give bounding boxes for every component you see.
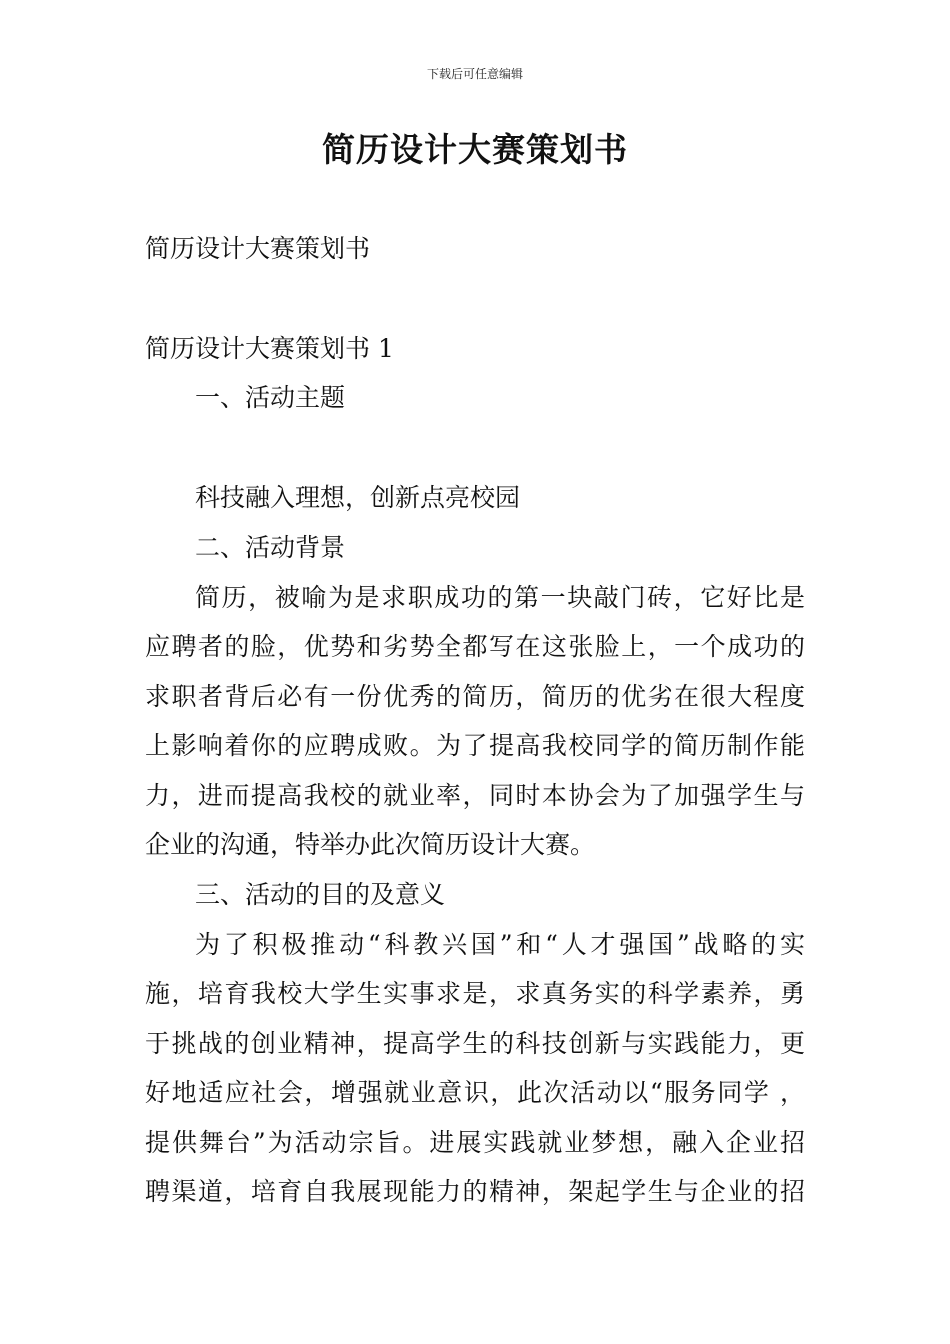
background-line: 企业的沟通，特举办此次简历设计大赛。 bbox=[145, 830, 596, 859]
background-line: 应聘者的脸，优势和劣势全都写在这张脸上，一个成功的 bbox=[145, 632, 805, 661]
purpose-line: 提供舞台”为活动宗旨。进展实践就业梦想，融入企业招 bbox=[145, 1128, 805, 1157]
heading-purpose-significance: 三、活动的目的及意义 bbox=[195, 880, 446, 909]
background-line: 简历，被喻为是求职成功的第一块敲门砖，它好比是 bbox=[195, 583, 805, 612]
document-title: 简历设计大赛策划书 bbox=[322, 130, 628, 169]
purpose-line: 为了积极推动“科教兴国”和“人才强国”战略的实 bbox=[195, 930, 805, 959]
heading-activity-theme: 一、活动主题 bbox=[195, 383, 346, 412]
header-note: 下载后可任意编辑 bbox=[426, 67, 523, 81]
purpose-line: 施，培育我校大学生实事求是，求真务实的科学素养，勇 bbox=[145, 979, 805, 1008]
background-line: 力，进而提高我校的就业率，同时本协会为了加强学生与 bbox=[145, 781, 805, 810]
purpose-line: 聘渠道，培育自我展现能力的精神，架起学生与企业的招 bbox=[145, 1177, 805, 1206]
purpose-line: 于挑战的创业精神，提高学生的科技创新与实践能力，更 bbox=[145, 1029, 805, 1058]
purpose-line: 好地适应社会，增强就业意识，此次活动以“服务同学 ， bbox=[145, 1078, 805, 1107]
theme-text: 科技融入理想，创新点亮校园 bbox=[195, 483, 521, 512]
section-heading: 简历设计大赛策划书 1 bbox=[145, 334, 394, 363]
heading-activity-background: 二、活动背景 bbox=[195, 533, 346, 562]
background-line: 求职者背后必有一份优秀的简历，简历的优劣在很大程度 bbox=[145, 682, 805, 711]
subtitle: 简历设计大赛策划书 bbox=[145, 234, 371, 263]
background-line: 上影响着你的应聘成败。为了提高我校同学的简历制作能 bbox=[145, 731, 805, 760]
